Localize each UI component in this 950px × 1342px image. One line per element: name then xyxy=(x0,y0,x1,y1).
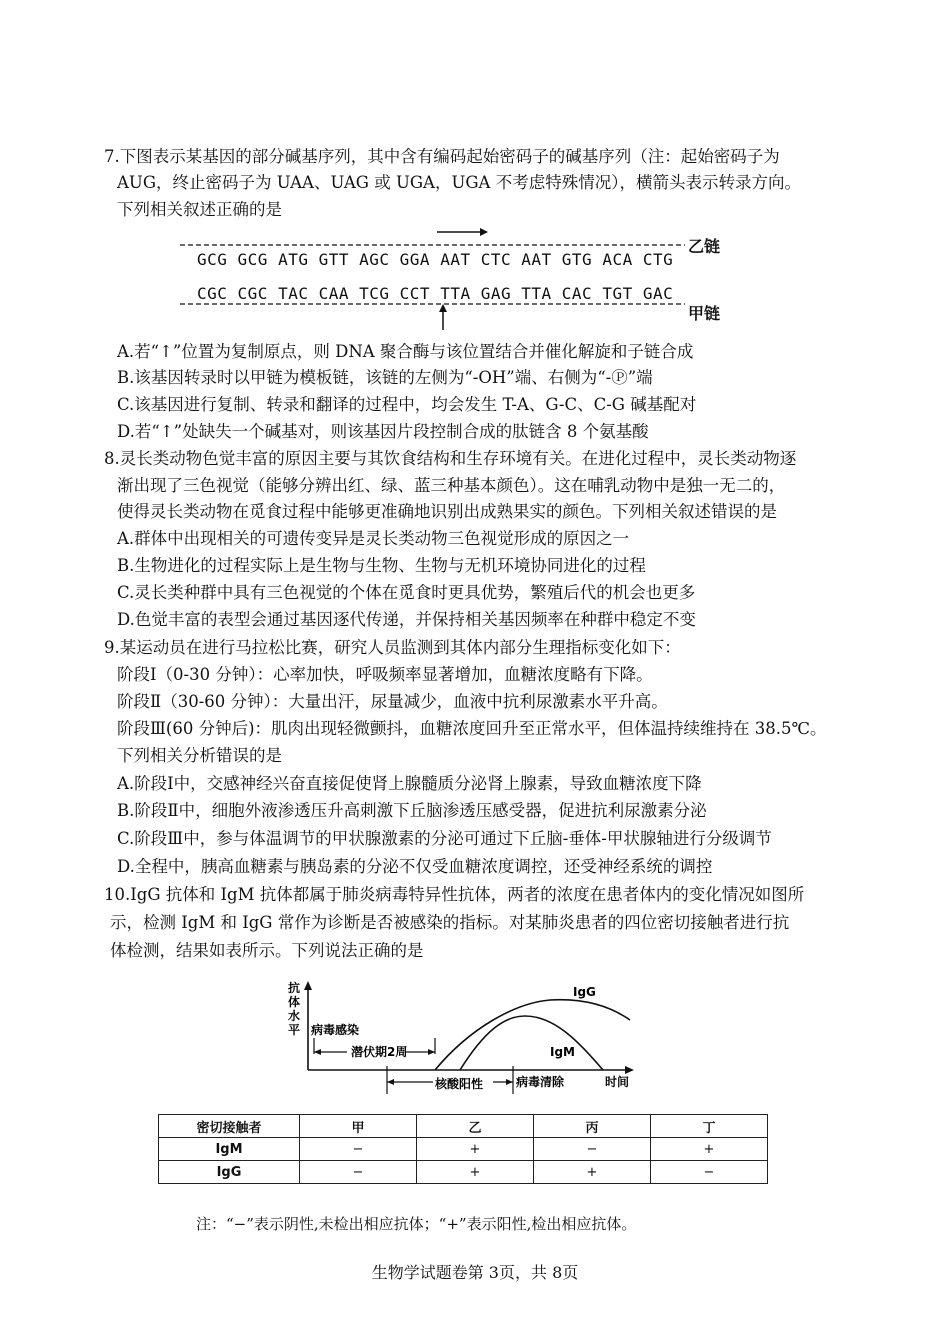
q9-stage-3: 阶段Ⅲ(60 分钟后)：肌肉出现轻微颤抖，血糖浓度回升至正常水平，但体温持续维持在 38.5℃。 xyxy=(117,719,827,738)
q9-stem-line-1: 9.某运动员在进行马拉松比赛，研究人员监测到其体内部分生理指标变化如下： xyxy=(104,638,681,657)
q9-stage-1: 阶段Ⅰ（0-30 分钟）：心率加快，呼吸频率显著增加，血糖浓度略有下降。 xyxy=(117,665,653,684)
y-axis-arrow xyxy=(304,981,312,990)
igm-label: IgM xyxy=(550,1045,575,1059)
q8-option-c: C.灵长类种群中具有三色视觉的个体在觅食时更具优势，繁殖后代的机会也更多 xyxy=(117,583,696,602)
header-cell: 甲 xyxy=(300,1115,417,1138)
header-cell: 密切接触者 xyxy=(159,1115,300,1138)
time-label: 时间 xyxy=(605,1075,630,1089)
q8-option-a: A.群体中出现相关的可遗传变异是灵长类动物三色视觉形成的原因之一 xyxy=(117,529,630,548)
table-cell: − xyxy=(651,1161,768,1184)
table-cell: − xyxy=(300,1138,417,1161)
nucleic-label: 核酸阳性 xyxy=(435,1077,484,1091)
q7-stem-line-1: 7.下图表示某基因的部分碱基序列，其中含有编码起始密码子的碱基序列（注：起始密码子为 xyxy=(104,147,780,166)
x-axis-arrow xyxy=(625,1066,634,1074)
q7-option-c: C.该基因进行复制、转录和翻译的过程中，均会发生 T-A、G-C、C-G 碱基配对 xyxy=(117,395,697,414)
q10-stem-line-3: 体检测，结果如表所示。下列说法正确的是 xyxy=(110,941,424,960)
q7-stem-line-3: 下列相关叙述正确的是 xyxy=(117,200,282,219)
contact-test-table xyxy=(158,1114,768,1184)
transcription-arrow-head xyxy=(480,228,488,236)
q8-stem-line-3: 使得灵长类动物在觅食过程中能够更准确地识别出成熟果实的颜色。下列相关叙述错误的是 xyxy=(117,502,777,521)
igg-label: IgG xyxy=(573,985,596,999)
q7-option-b: B.该基因转录时以甲链为模板链，该链的左侧为“-OH”端、右侧为“-Ⓟ”端 xyxy=(117,368,653,387)
q8-option-b: B.生物进化的过程实际上是生物与生物、生物与无机环境协同进化的过程 xyxy=(117,556,646,575)
y-label-1: 抗 xyxy=(287,981,301,995)
y-label-2: 体 xyxy=(287,995,301,1009)
q9-stem-line-5: 下列相关分析错误的是 xyxy=(117,746,282,765)
table-cell: + xyxy=(534,1161,651,1184)
q9-option-a: A.阶段Ⅰ中，交感神经兴奋直接促使肾上腺髓质分泌肾上腺素，导致血糖浓度下降 xyxy=(117,774,702,793)
dna-sequence-figure xyxy=(175,222,735,332)
header-cell: 丁 xyxy=(651,1115,768,1138)
antibody-graph xyxy=(285,978,645,1096)
table-cell: − xyxy=(300,1161,417,1184)
chain-b-label: 乙链 xyxy=(688,237,721,256)
table-header-row xyxy=(159,1115,768,1138)
origin-arrow-head xyxy=(439,304,447,312)
y-label-4: 平 xyxy=(287,1023,301,1037)
dna-lines xyxy=(175,222,735,332)
table-cell: + xyxy=(651,1138,768,1161)
q9-stage-2: 阶段Ⅱ（30-60 分钟）：大量出汗，尿量减少，血液中抗利尿激素水平升高。 xyxy=(117,692,668,711)
header-cell: 丙 xyxy=(534,1115,651,1138)
table-row xyxy=(159,1161,768,1184)
table-note: 注：“−”表示阴性,未检出相应抗体；“+”表示阳性,检出相应抗体。 xyxy=(196,1215,637,1233)
q8-stem-line-1: 8.灵长类动物色觉丰富的原因主要与其饮食结构和生存环境有关。在进化过程中，灵长类动物逐 xyxy=(104,449,797,468)
q7-option-d: D.若“↑”处缺失一个碱基对，则该基因片段控制合成的肽链含 8 个氨基酸 xyxy=(117,422,649,441)
chain-a-label: 甲链 xyxy=(688,304,721,323)
cleared-label: 病毒清除 xyxy=(516,1075,565,1089)
q9-option-b: B.阶段Ⅱ中，细胞外液渗透压升高刺激下丘脑渗透压感受器，促进抗利尿激素分泌 xyxy=(117,801,707,820)
table-cell: − xyxy=(534,1138,651,1161)
row-label: IgM xyxy=(159,1138,300,1161)
q8-option-d: D.色觉丰富的表型会通过基因逐代传递，并保持相关基因频率在种群中稳定不变 xyxy=(117,610,696,629)
q9-option-c: C.阶段Ⅲ中，参与体温调节的甲状腺激素的分泌可通过下丘脑-垂体-甲状腺轴进行分级调节 xyxy=(117,829,772,848)
table-cell: + xyxy=(417,1138,534,1161)
table-cell: + xyxy=(417,1161,534,1184)
chain-b-sequence: GCG GCG ATG GTT AGC GGA AAT CTC AAT GTG ACA CTG xyxy=(197,250,674,269)
q7-stem-line-2: AUG，终止密码子为 UAA、UAG 或 UGA，UGA 不考虑特殊情况），横箭头表示转录方向。 xyxy=(117,173,801,192)
page-footer: 生物学试题卷第 3页，共 8页 xyxy=(371,1263,579,1282)
latent-label: 潜伏期2周 xyxy=(351,1045,408,1059)
q9-option-d: D.全程中，胰高血糖素与胰岛素的分泌不仅受血糖浓度调控，还受神经系统的调控 xyxy=(117,857,713,876)
row-label: IgG xyxy=(159,1161,300,1184)
q10-stem-line-1: 10.IgG 抗体和 IgM 抗体都属于肺炎病毒特异性抗体，两者的浓度在患者体内的变化情况如图所 xyxy=(104,885,805,904)
q7-option-a: A.若“↑”位置为复制原点，则 DNA 聚合酶与该位置结合并催化解旋和子链合成 xyxy=(117,342,694,361)
infection-label: 病毒感染 xyxy=(311,1023,360,1037)
igg-curve xyxy=(435,1000,630,1070)
y-label-3: 水 xyxy=(287,1009,301,1023)
header-cell: 乙 xyxy=(417,1115,534,1138)
igm-curve xyxy=(460,1016,603,1070)
q8-stem-line-2: 渐出现了三色视觉（能够分辨出红、绿、蓝三种基本颜色）。这在哺乳动物中是独一无二的， xyxy=(117,476,786,495)
q10-stem-line-2: 示，检测 IgM 和 IgG 常作为诊断是否被感染的指标。对某肺炎患者的四位密切接触者进行抗 xyxy=(110,913,790,932)
table-row xyxy=(159,1138,768,1161)
chain-a-sequence: CGC CGC TAC CAA TCG CCT TTA GAG TTA CAC TGT GAC xyxy=(197,284,674,303)
